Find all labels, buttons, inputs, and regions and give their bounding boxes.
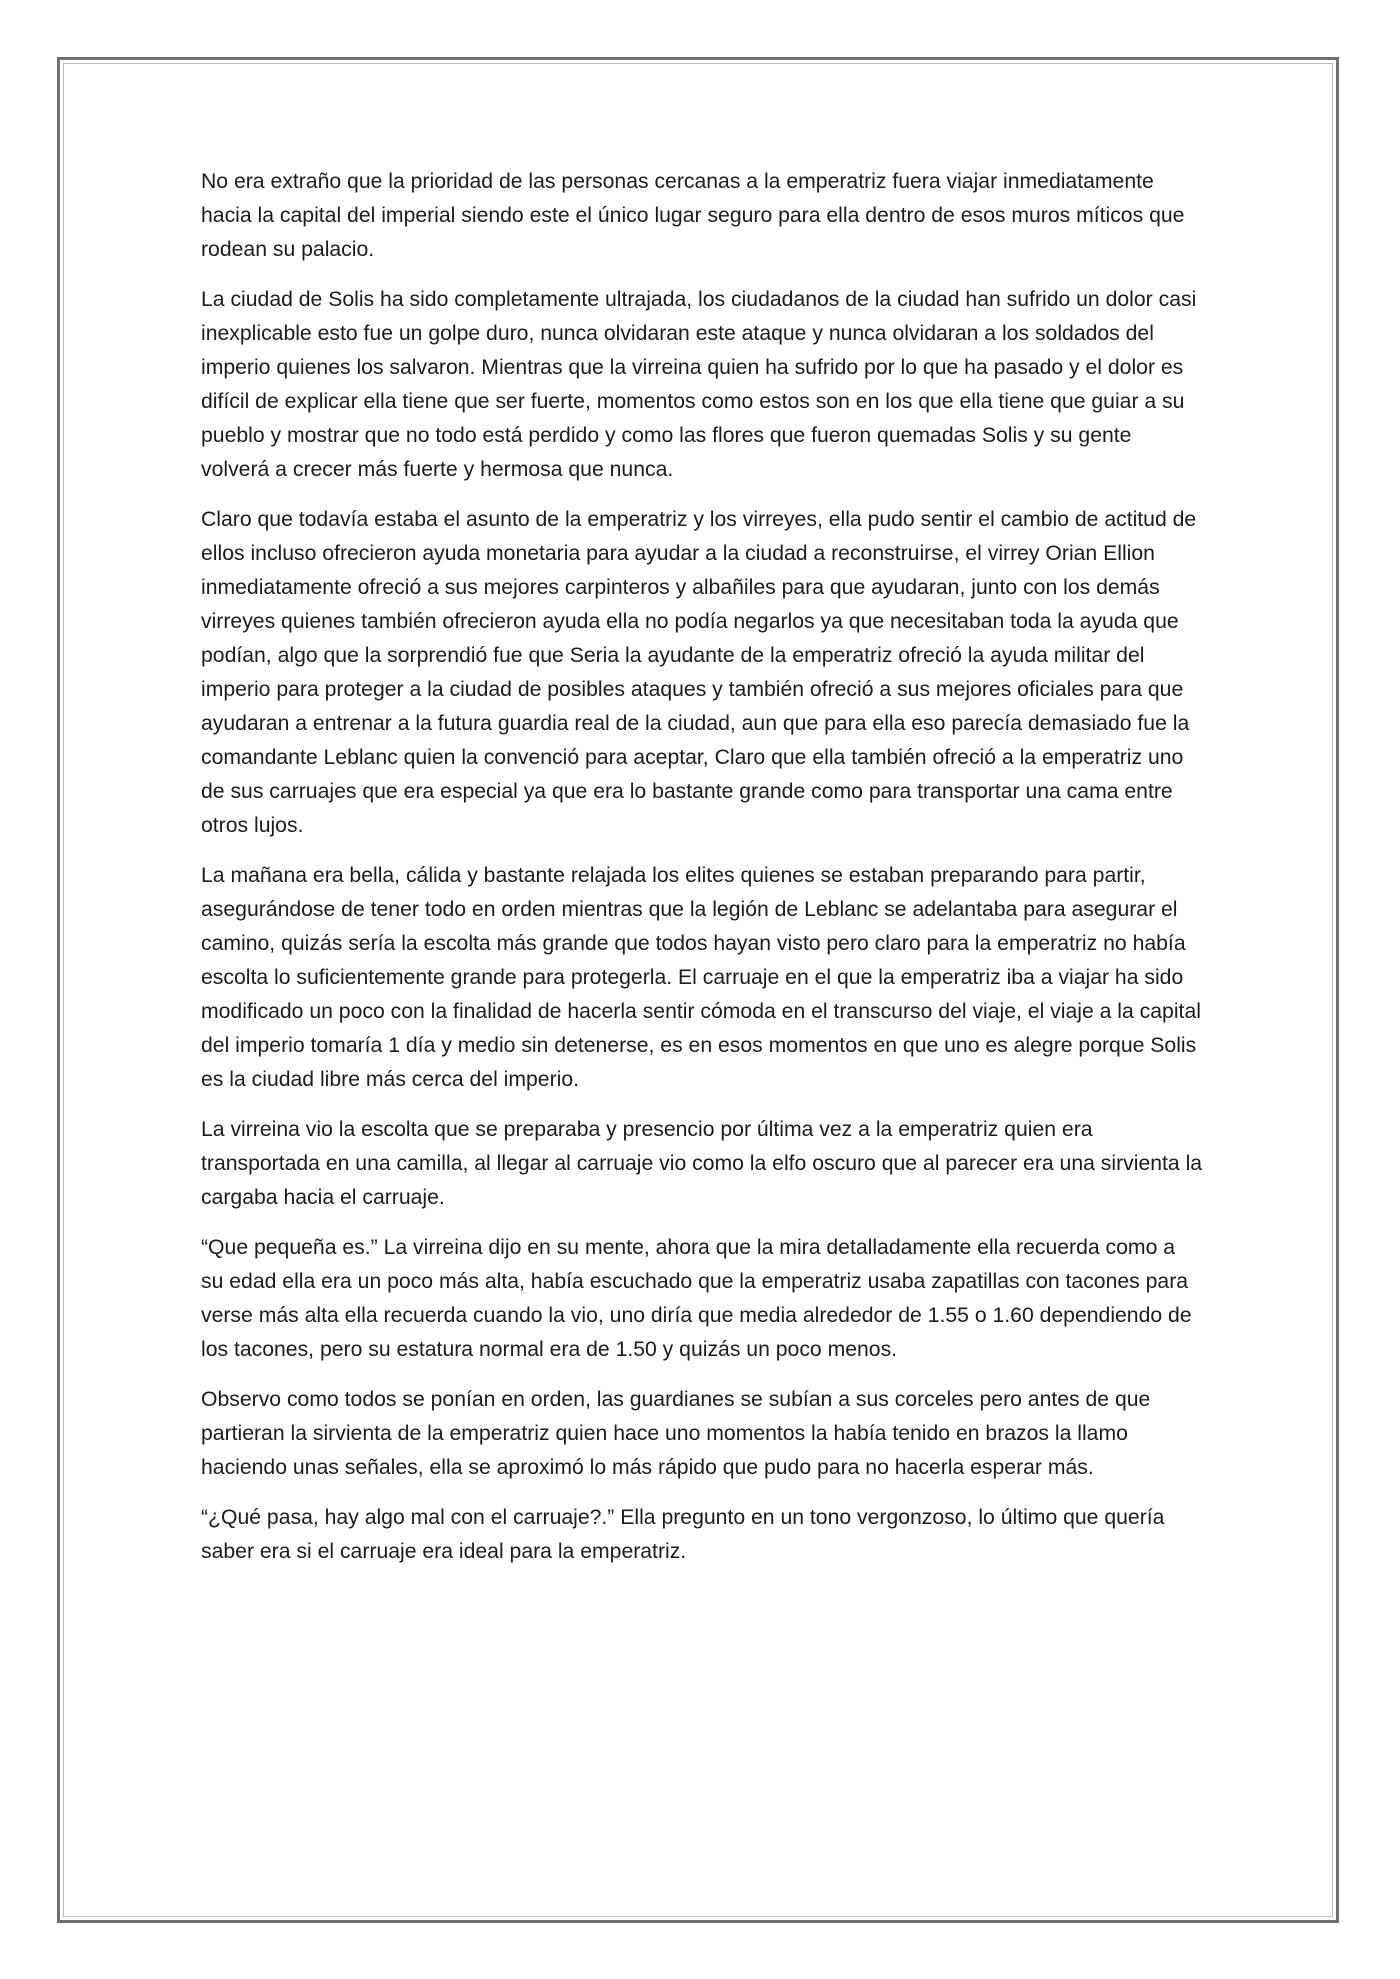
paragraph-1: No era extraño que la prioridad de las personas cercanas a la emperatriz fuera viajar inmediatamente hacia la capital del imperial siendo este el único lugar seguro para ella dentro de esos muros míticos que rodean su palacio. xyxy=(201,170,1185,261)
paragraph-6: “Que pequeña es.” La virreina dijo en su mente, ahora que la mira detalladamente ella recuerda como a su edad ella era un poco más alta, había escuchado que la emperatriz usaba zapatillas con tacones para verse más alta ella recuerda cuando la vio, uno diría que media alrededor de 1.55 o 1.60 dependiendo de los tacones, pero su estatura normal era de 1.50 y quizás un poco menos. xyxy=(201,1236,1192,1361)
document-body xyxy=(201,165,1203,1585)
paragraph-3: Claro que todavía estaba el asunto de la emperatriz y los virreyes, ella pudo sentir el cambio de actitud de ellos incluso ofrecieron ayuda monetaria para ayudar a la ciudad a reconstruirse, el virrey Orian Ellion inmediatamente ofreció a sus mejores carpinteros y albañiles para que ayudaran, junto con los demás virreyes quienes también ofrecieron ayuda ella no podía negarlos ya que necesitaban toda la ayuda que podían, algo que la sorprendió fue que Seria la ayudante de la emperatriz ofreció la ayuda militar del imperio para proteger a la ciudad de posibles ataques y también ofreció a sus mejores oficiales para que ayudaran a entrenar a la futura guardia real de la ciudad, aun que para ella eso parecía demasiado fue la comandante Leblanc quien la convenció para aceptar, Claro que ella también ofreció a la emperatriz uno de sus carruajes que era especial ya que era lo bastante grande como para transportar una cama entre otros lujos. xyxy=(201,508,1197,837)
paragraph-8: “¿Qué pasa, hay algo mal con el carruaje?.” Ella pregunto en un tono vergonzoso, lo último que quería saber era si el carruaje era ideal para la emperatriz. xyxy=(201,1506,1165,1563)
paragraph-4: La mañana era bella, cálida y bastante relajada los elites quienes se estaban preparando para partir, asegurándose de tener todo en orden mientras que la legión de Leblanc se adelantaba para asegurar el camino, quizás sería la escolta más grande que todos hayan visto pero claro para la emperatriz no había escolta lo suficientemente grande para protegerla. El carruaje en el que la emperatriz iba a viajar ha sido modificado un poco con la finalidad de hacerla sentir cómoda en el transcurso del viaje, el viaje a la capital del imperio tomaría 1 día y medio sin detenerse, es en esos momentos en que uno es alegre porque Solis es la ciudad libre más cerca del imperio. xyxy=(201,864,1201,1091)
paragraph-7: Observo como todos se ponían en orden, las guardianes se subían a sus corceles pero antes de que partieran la sirvienta de la emperatriz quien hace uno momentos la había tenido en brazos la llamo haciendo unas señales, ella se aproximó lo más rápido que pudo para no hacerla esperar más. xyxy=(201,1388,1151,1479)
paragraph-5: La virreina vio la escolta que se preparaba y presencio por última vez a la emperatriz quien era transportada en una camilla, al llegar al carruaje vio como la elfo oscuro que al parecer era una sirvienta la cargaba hacia el carruaje. xyxy=(201,1118,1203,1209)
paragraph-2: La ciudad de Solis ha sido completamente ultrajada, los ciudadanos de la ciudad han sufrido un dolor casi inexplicable esto fue un golpe duro, nunca olvidaran este ataque y nunca olvidaran a los soldados del imperio quienes los salvaron. Mientras que la virreina quien ha sufrido por lo que ha pasado y el dolor es difícil de explicar ella tiene que ser fuerte, momentos como estos son en los que ella tiene que guiar a su pueblo y mostrar que no todo está perdido y como las flores que fueron quemadas Solis y su gente volverá a crecer más fuerte y hermosa que nunca. xyxy=(201,288,1197,481)
